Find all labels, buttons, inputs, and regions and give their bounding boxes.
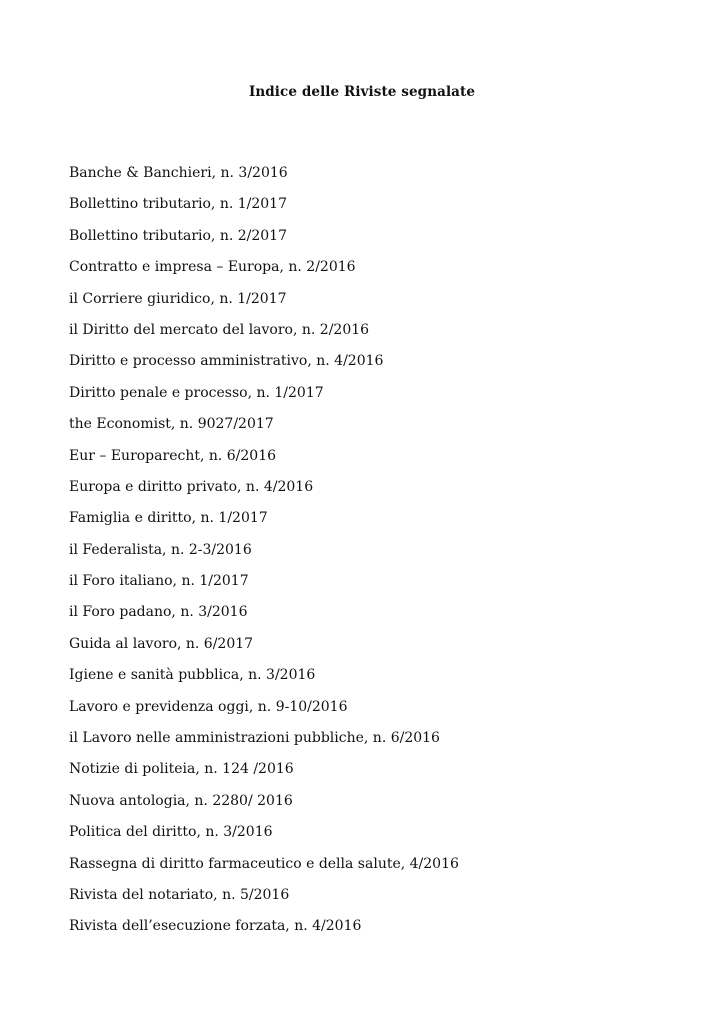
list-item: Bollettino tributario, n. 1/2017 — [69, 196, 287, 213]
list-item: Famiglia e diritto, n. 1/2017 — [69, 510, 268, 527]
list-item: Nuova antologia, n. 2280/ 2016 — [69, 792, 293, 809]
list-item: il Foro padano, n. 3/2016 — [69, 604, 248, 621]
list-item: Notizie di politeia, n. 124 /2016 — [69, 761, 294, 778]
journal-list — [69, 163, 459, 948]
list-item: Rivista del notariato, n. 5/2016 — [69, 886, 290, 903]
list-item: Igiene e sanità pubblica, n. 3/2016 — [69, 667, 316, 684]
list-item: Banche & Banchieri, n. 3/2016 — [69, 165, 288, 181]
list-item: il Foro italiano, n. 1/2017 — [69, 573, 249, 590]
list-item: the Economist, n. 9027/2017 — [69, 416, 274, 433]
list-item: Diritto e processo amministrativo, n. 4/2016 — [69, 353, 384, 370]
list-item: Rassegna di diritto farmaceutico e della salute, 4/2016 — [69, 855, 459, 872]
list-item: Guida al lavoro, n. 6/2017 — [69, 635, 254, 652]
list-item: Europa e diritto privato, n. 4/2016 — [69, 478, 314, 495]
list-item: il Diritto del mercato del lavoro, n. 2/2016 — [69, 321, 370, 338]
list-item: Eur – Europarecht, n. 6/2016 — [69, 447, 277, 464]
list-item: Diritto penale e processo, n. 1/2017 — [69, 384, 324, 401]
list-item: il Corriere giuridico, n. 1/2017 — [69, 290, 287, 307]
list-item: Politica del diritto, n. 3/2016 — [69, 824, 273, 841]
list-item: Contratto e impresa – Europa, n. 2/2016 — [69, 259, 356, 276]
list-item: Bollettino tributario, n. 2/2017 — [69, 227, 287, 244]
page-title: Indice delle Riviste segnalate — [248, 84, 476, 100]
list-item: il Federalista, n. 2-3/2016 — [69, 541, 252, 558]
list-item: Lavoro e previdenza oggi, n. 9-10/2016 — [69, 698, 348, 715]
list-item: il Lavoro nelle amministrazioni pubbliche, n. 6/2016 — [69, 730, 440, 747]
list-item: Rivista dell’esecuzione forzata, n. 4/2016 — [69, 918, 362, 935]
